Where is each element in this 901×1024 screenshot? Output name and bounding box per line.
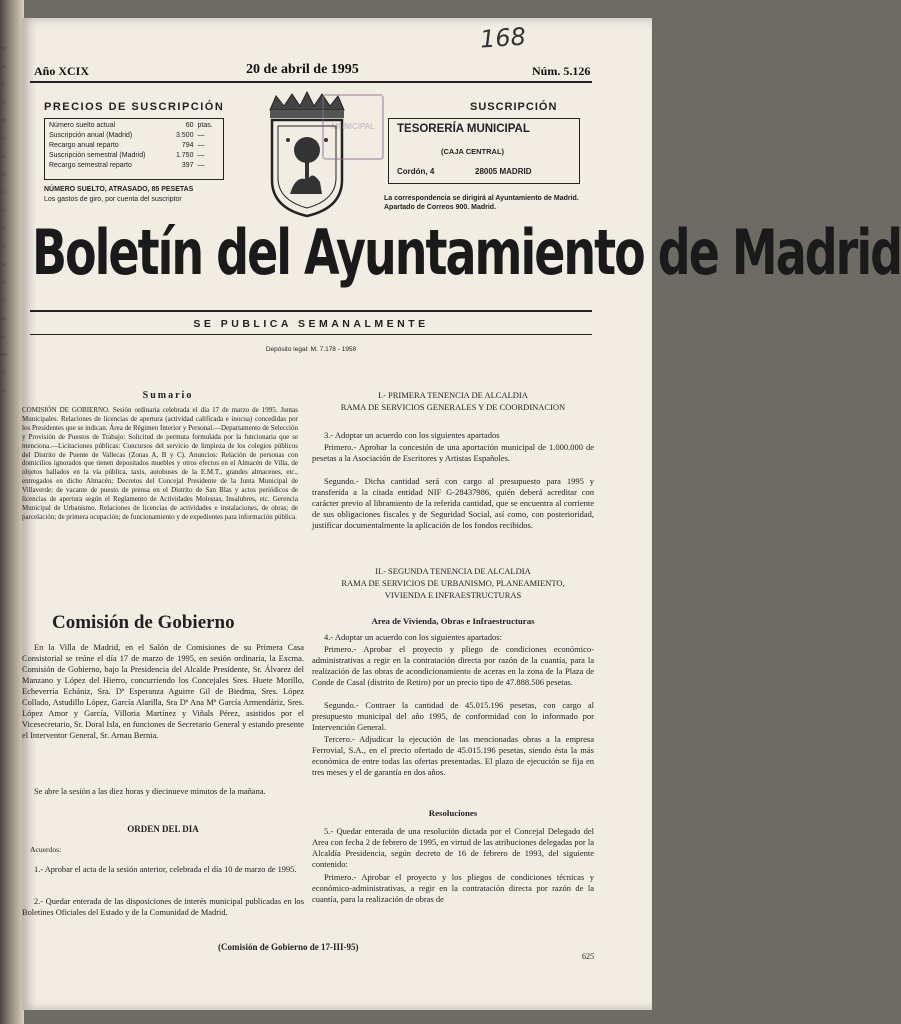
agenda-item-1: 1.- Aprobar el acta de la sesión anterior, celebrada el día 10 de marzo de 1995.	[34, 865, 297, 874]
correspondence-note: La correspondencia se dirigirá al Ayuntamiento de Madrid. Apartado de Correos 900. Madrid.	[384, 195, 579, 211]
section-2-subheading-2: VIVIENDA E INFRAESTRUCTURAS	[384, 590, 522, 600]
footer-caption: (Comisión de Gobierno de 17-III-95)	[218, 942, 359, 952]
price-value: 60	[185, 122, 194, 129]
section-2-subheading: RAMA DE SERVICIOS DE URBANISMO, PLANEAMIENTO,	[341, 578, 565, 588]
tagline: SE PUBLICA SEMANALMENTE	[193, 318, 429, 330]
price-label: Suscripción anual (Madrid)	[49, 132, 133, 139]
price-label: Número suelto actual	[49, 122, 116, 129]
resolutions-heading: Resoluciones	[428, 808, 478, 818]
area-heading: Area de Vivienda, Obras e Infraestructuras	[371, 616, 535, 626]
price-value: 397	[181, 162, 194, 169]
price-unit: ptas.	[197, 122, 213, 129]
prices-title: PRECIOS DE SUSCRIPCIÓN	[44, 101, 225, 113]
sumario-text: COMISIÓN DE GOBIERNO. Sesión ordinaria celebrada el día 17 de marzo de 1995. Juntas Municipales. Relaciones de licencias de apertura (actividad calificada e inocua) concedidas por los Presidentes que se indican. Área de Régimen Interior y Personal.—Departamento de Selección y Provisión de Puestos de Trabajo: Solicitud de permuta formulada por la funcionaria que se menciona.—Licitaciones públicas: Concursos del servicio de limpieza de los colegios públicos del Distrito de Puente de Vallecas (Zonas A, B y C). Anuncios: Relación de personas con domicilios ignorados que tienen depositados muebles y otros efectos en el Almacén de Villa, de objetos hallados en la vía pública, taxis, autobuses de la E.M.T., grandes almacenes, etc., entregados en dicho Almacén; Decretos del Concejal Presidente de la Junta Municipal de Villaverde; de vacante de puesto de prensa en el Distrito de San Blas y actos periódicos de licencias de apertura según el Reglamento de Actividades Molestas, Insalubres, etc. Gerencia Municipal de Urbanismo. Relaciones de licencias de actividades e instalaciones, de obras; de parcelación; de primera ocupación; de funcionamiento y de expedientes para información pública.	[22, 406, 298, 521]
library-stamp: MUNICIPAL	[322, 94, 384, 160]
session-intro: En la Villa de Madrid, en el Salón de Comisiones de su Primera Casa Consistorial se reúne el día 17 de marzo de 1995, en sesión ordinaria, la Excma. Comisión de Gobierno, bajo la Presidencia del Alcalde Presidente, Sr. Álvarez del Manzano y López del Hierro, concurriendo los Concejales Sres. Huete Morillo, Echeverría Echániz, Sra. Dª Esperanza Aguirre Gil de Biedma, Sres. López Collado, Astudillo López, García Alarilla, Sra Dª Ana Mª García Armendáriz, Sres. López Amor y García, Villoria Martínez y Viñals Pérez, asistidos por el Vicesecretario, Sr. Doral Isla, en funciones de Secretario General y estando presente el Interventor General, Sr. Arnau Bernia.	[22, 643, 304, 740]
subscription-box	[388, 118, 580, 184]
price-row	[49, 141, 219, 151]
item-3-intro: 3.- Adoptar un acuerdo con los siguientes apartados	[324, 430, 500, 440]
legal-deposit: Depósito legal: M. 7.178 - 1958	[265, 346, 357, 353]
issue-date: 20 de abril de 1995	[246, 62, 359, 77]
masthead-rule	[30, 310, 592, 312]
price-label: Recargo semestral reparto	[49, 162, 132, 169]
item-3-first: Primero.- Aprobar la concesión de una aportación municipal de 1.000.000 de pesetas a la Asociación de Escritores y Artistas Españoles.	[312, 442, 594, 463]
subscription-title: SUSCRIPCIÓN	[470, 101, 558, 113]
price-value: 3.500	[175, 132, 194, 139]
facing-page-edge: hu pe la ro en ra as de lo tu se es pa do ci no ta me re ca	[0, 46, 8, 394]
street-address: Cordón, 4	[397, 167, 435, 176]
item-4-second: Segundo.- Contraer la cantidad de 45.015.196 pesetas, con cargo al presupuesto municipal del año 1995, de conformidad con lo informado por Intervención General.	[312, 700, 594, 732]
treasury-name: TESORERÍA MUNICIPAL	[397, 123, 530, 135]
item-5-intro: 5.- Quedar enterada de una resolución dictada por el Concejal Delegado del Area con fecha 2 de febrero de 1995, en virtud de las atribuciones delegadas por la Alcaldía Presidencia, según decreto de 16 de febrero de 1993, del siguiente contenido:	[312, 826, 594, 869]
issue-number: Núm. 5.126	[532, 64, 591, 78]
price-unit: —	[197, 142, 205, 149]
bulletin-page	[22, 18, 901, 1010]
item-3-second: Segundo.- Dicha cantidad será con cargo al presupuesto para 1995 y transferida a la citada entidad NIF G-28437986, quién deberá acreditar con carácter previo al libramiento de la referida cantidad, que se encuentra al corriente de sus obligaciones fiscales y de Seguridad Social, así como, con posterioridad, justificar documentalmente la aplicación de los fondos recibidos.	[312, 476, 594, 530]
treasury-sub: (CAJA CENTRAL)	[441, 147, 505, 156]
section-1-subheading: RAMA DE SERVICIOS GENERALES Y DE COORDINACION	[340, 402, 566, 412]
page-number: 625	[582, 952, 594, 961]
item-4-first: Primero.- Aprobar el proyecto y pliego de condiciones económico-administrativas a regir en la contratación directa por razón de la cuantía, para la realización de las obras de acondicionamiento de aceras en la zona de la Plaza de Conde de Casal (distrito de Retiro) por un precio tipo de 47.888.506 pesetas.	[312, 644, 594, 687]
section-title: Comisión de Gobierno	[52, 612, 235, 633]
price-row	[49, 161, 219, 171]
price-label: Recargo anual reparto	[49, 142, 119, 149]
price-unit: —	[197, 152, 205, 159]
price-row	[49, 151, 219, 161]
year-label: Año XCIX	[34, 64, 90, 78]
handwritten-number: 168	[479, 22, 527, 54]
masthead-title: Boletín del Ayuntamiento de Madrid	[32, 216, 901, 289]
section-1-heading: I.- PRIMERA TENENCIA DE ALCALDIA	[378, 390, 528, 400]
postal-city: 28005 MADRID	[475, 167, 532, 176]
price-value: 1.750	[175, 152, 194, 159]
header-rule	[30, 81, 592, 83]
single-issue-note: NÚMERO SUELTO, ATRASADO, 85 PESETAS	[44, 186, 194, 193]
sumario-title: Sumario	[142, 390, 194, 401]
price-row	[49, 131, 219, 141]
session-opening: Se abre la sesión a las diez horas y diecinueve minutos de la mañana.	[34, 787, 266, 796]
acuerdos-label: Acuerdos:	[30, 845, 62, 854]
item-4-third: Tercero.- Adjudicar la ejecución de las mencionadas obras a la empresa Ferrovial, S.A., en el precio ofertado de 45.015.196 pesetas, siendo ésta la más económica de entre todas las ofertas presentadas. El plazo de ejecución se fija en tres meses y el de garantía en dos años.	[312, 734, 594, 777]
price-label: Suscripción semestral (Madrid)	[49, 152, 146, 159]
item-4-intro: 4.- Adoptar un acuerdo con los siguientes apartados:	[324, 632, 502, 642]
price-value: 794	[181, 142, 194, 149]
shipping-note: Los gastos de giro, por cuenta del suscriptor	[44, 196, 182, 203]
tagline-rule	[30, 334, 592, 335]
agenda-title: ORDEN DEL DIA	[127, 824, 199, 834]
agenda-item-2: 2.- Quedar enterada de las disposiciones de interés municipal publicadas en los Boletines Oficiales del Estado y de la Comunidad de Madrid.	[22, 897, 304, 917]
price-unit: —	[197, 132, 205, 139]
price-unit: —	[197, 162, 205, 169]
price-row	[49, 121, 219, 131]
section-2-heading: II.- SEGUNDA TENENCIA DE ALCALDIA	[375, 566, 531, 576]
prices-box	[44, 118, 224, 180]
item-5-first: Primero.- Aprobar el proyecto y los pliegos de condiciones técnicas y económico-administrativas, a regir en la contratación directa por razón de la cuantía, para la realización de obras de	[312, 872, 594, 904]
